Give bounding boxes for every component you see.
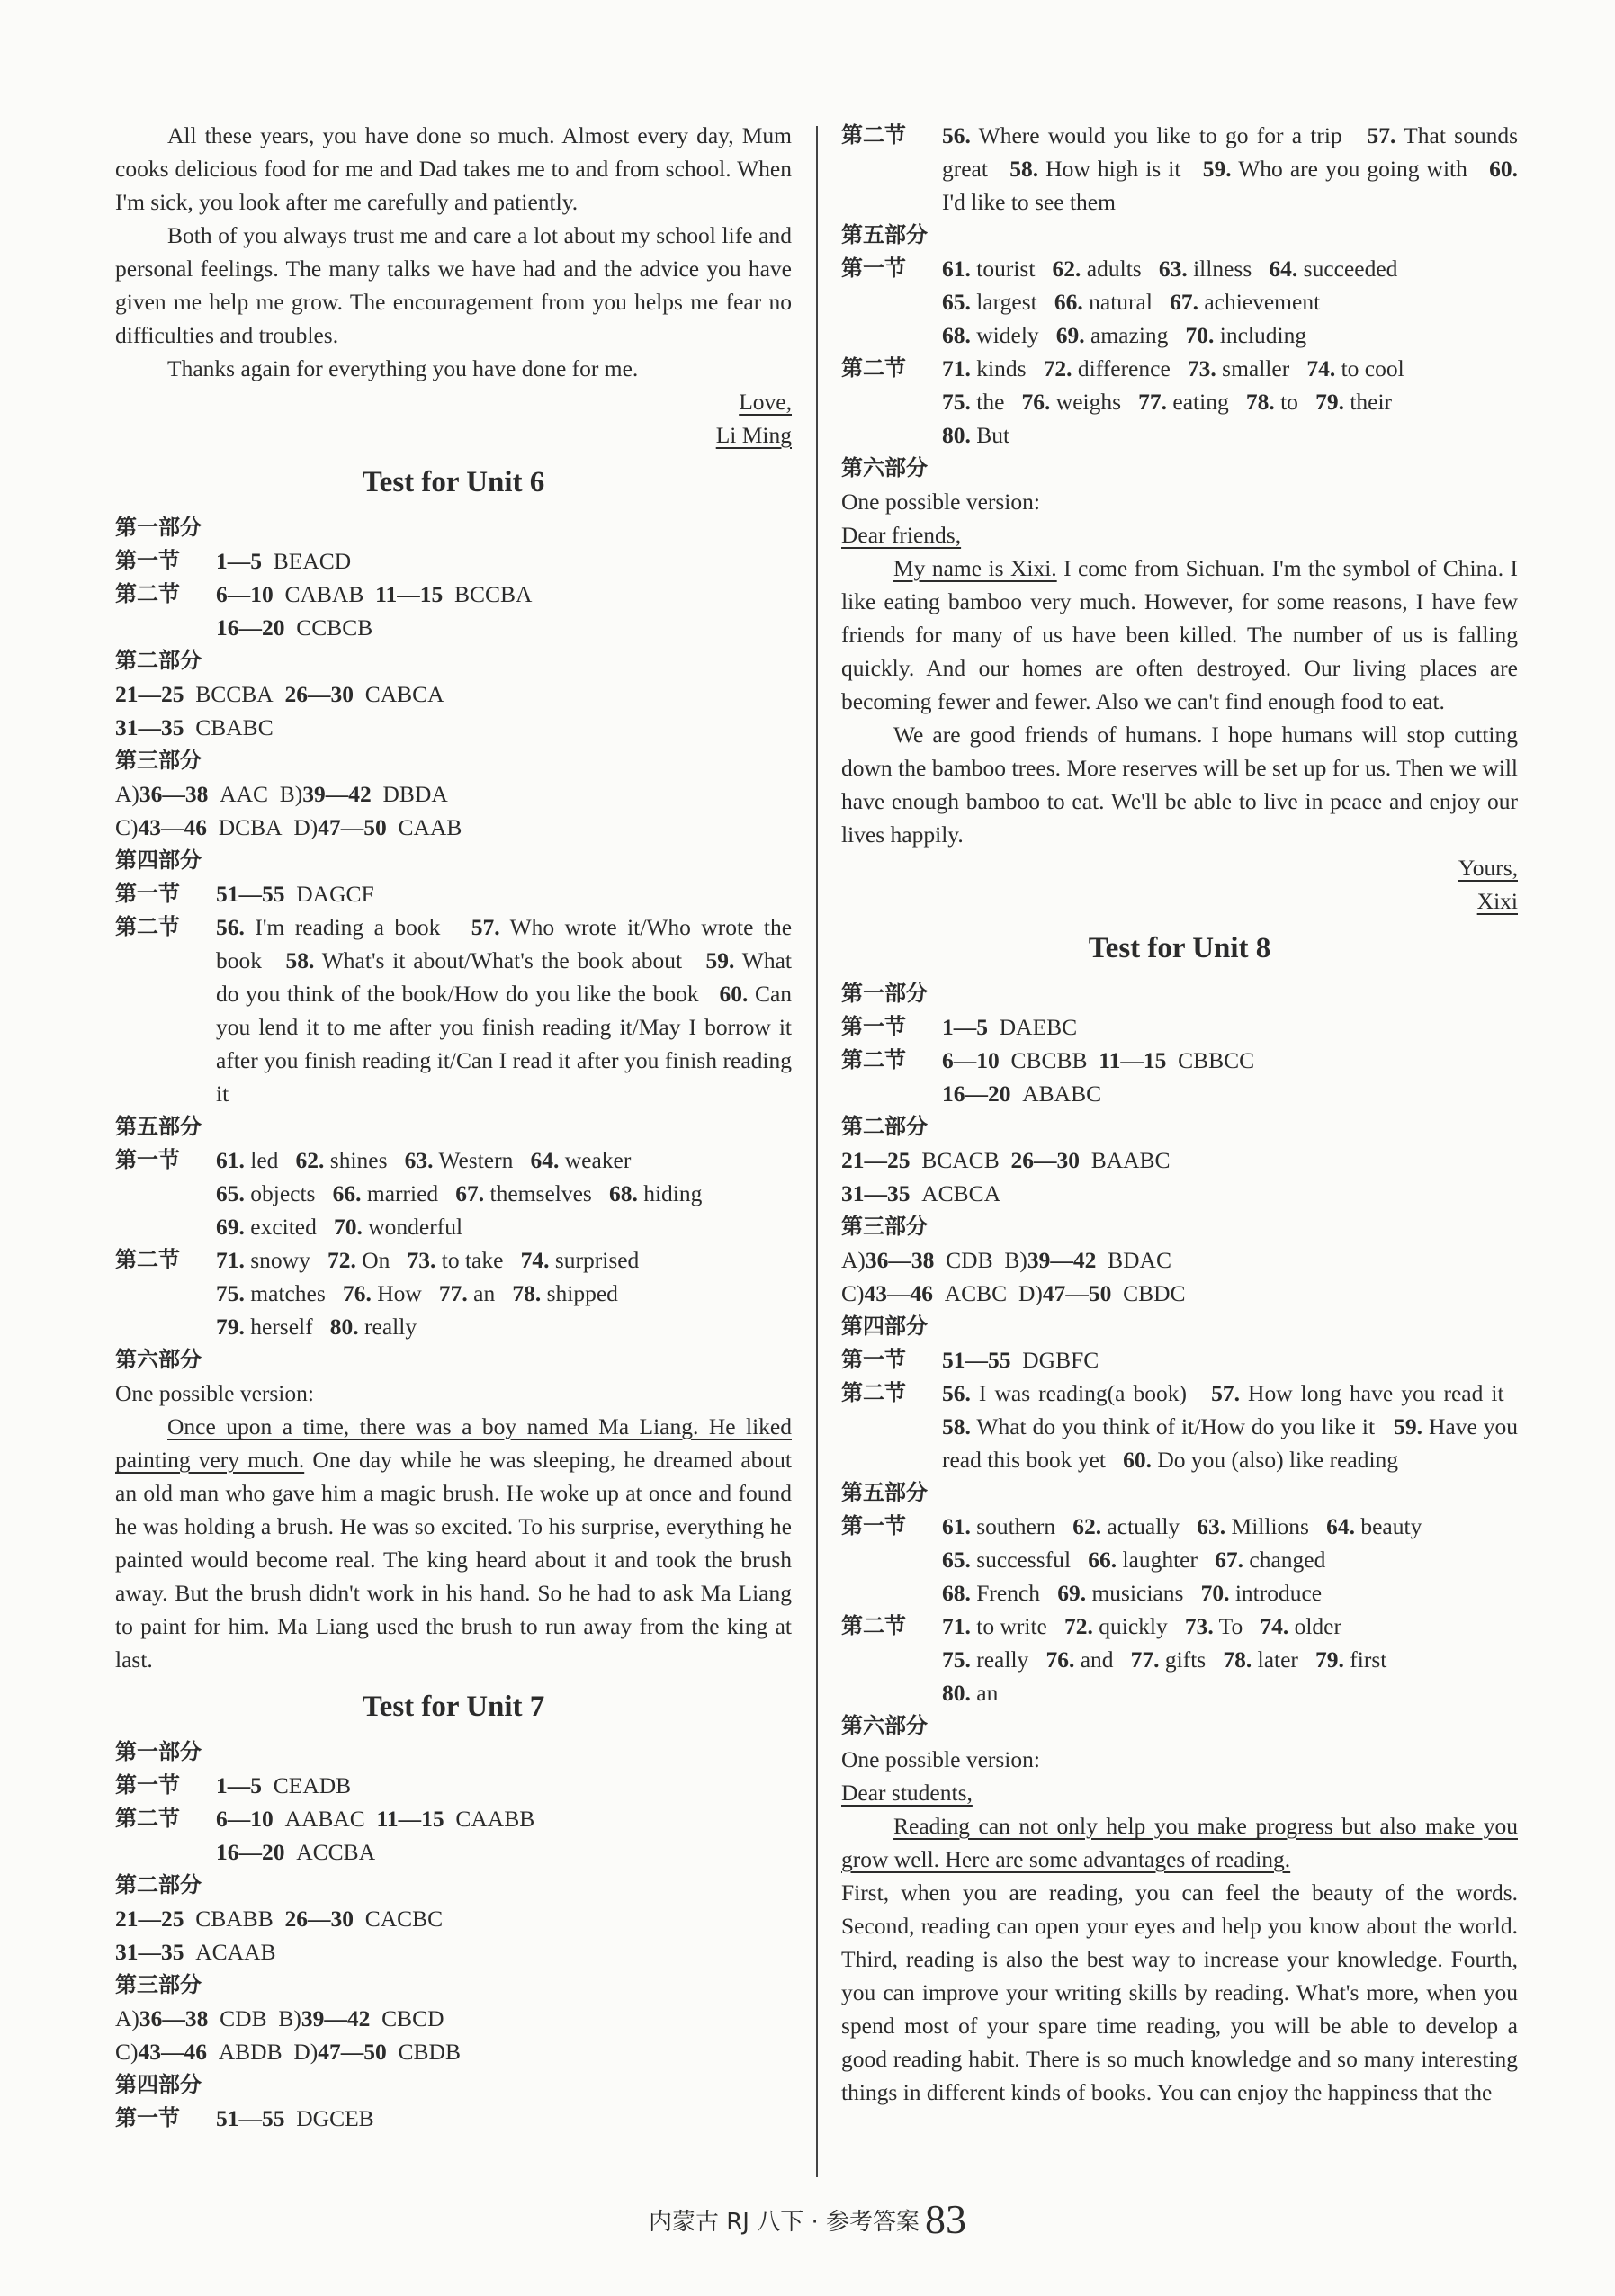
- column-divider: [816, 126, 818, 2177]
- unit7-continued: 第二节 56. Where would you like to go for a trip 57. That sounds great 58. How high is it 59. Who are you going with 60. I'd like to see them 第五部分 第一节 61. tourist 62. adults 63. illness 64. succeeded 65. largest 66. natural 67. achievement 68. widely 69. amazing 70. including 第二节 71. kinds 72. difference 73. smaller 74. to cool 75. the 76. weighs 77. eating 78. to 79. their 80. But 第六部分 One possible version: Dear friends, My name is Xixi. I come from Sichuan. I'm the symbol of China. I like eating bamboo very much. However, for some reasons, I have few friends for many of us have been killed. The number of us is falling quickly. And our homes are often destroyed. Our living places are becoming fewer and fewer. Also we can't find enough food to eat. We are good friends of humans. I hope humans will stop cutting down the bamboo trees. More reserves will be set up for us. Then we will have enough bamboo to eat. We'll be able to live in peace and enjoy our lives happily. Yours, Xixi: [841, 119, 1518, 918]
- letter-greeting: Dear friends,: [841, 522, 962, 548]
- section-label: 第二节: [115, 1247, 180, 1272]
- part-heading: 第四部分: [841, 1314, 928, 1339]
- section-label: 第一节: [841, 1014, 906, 1039]
- letter-signature: Li Ming: [715, 422, 792, 448]
- letter-greeting: Dear students,: [841, 1780, 973, 1806]
- model-essay: We are good friends of humans. I hope humans will stop cutting down the bamboo trees. More reserves will be set up for us. Then we will have enough bamboo to eat. We'll be able to live in peace and enjoy our lives happily.: [841, 722, 1518, 848]
- part-heading: 第三部分: [115, 1972, 202, 1997]
- section-label: 第一节: [841, 256, 906, 281]
- part-heading: 第四部分: [115, 2072, 202, 2097]
- letter-ending: [115, 119, 792, 452]
- part-heading: 第一部分: [115, 515, 202, 540]
- part-heading: 第三部分: [841, 1214, 928, 1239]
- letter-paragraph: Thanks again for everything you have done for me.: [167, 355, 639, 381]
- part-heading: 第五部分: [841, 1480, 928, 1505]
- page-footer: [0, 2195, 1615, 2243]
- model-essay: Once upon a time, there was a boy named Ma Liang. He liked painting very much. One day while he was sleeping, he dreamed about an old man who gave him a magic brush. He woke up at once and found he was holding a brush. He was so excited. To his surprise, everything he painted would become real. The king heard about it and took the brush away. But the brush didn't work in his hand. So he had to ask Ma Liang to paint for him. Ma Liang used the brush to run away from the king at last.: [115, 1413, 792, 1673]
- model-essay: First, when you are reading, you can feel the beauty of the words. Second, reading can open your eyes and help you know about the world. Third, reading is also the best way to increase your knowledge. Fourth, you can improve your writing skills by reading. What's more, when you spend most of your spare time reading, you will be able to develop a good reading habit. There is so much knowledge and so many interesting things in different kinds of books. You can enjoy the happiness that the: [841, 1879, 1518, 2105]
- section-label: 第二节: [841, 1613, 906, 1638]
- version-label: One possible version:: [841, 489, 1040, 515]
- unit8-section: Test for Unit 8 第一部分 第一节 1—5 DAEBC 第二节 6—10 CBCBB 11—15 CBBCC 16—20 ABABC 第二部分 21—25 BCACB 26—30 BAABC 31—35 ACBCA 第三部分 A)36—38 CDB B)39—42 BDAC C)43—46 ACBC D)47—50 CBDC 第四部分 第一节 51—55 DGBFC 第二节 56. I was reading(a book) 57. How long have you read it 58. What do you think of it/How do you like it 59. Have you read this book yet 60. Do you (also) like reading 第五部分 第一节 61. southern 62. actually 63. Millions 64. beauty 65. successful 66. laughter 67. changed 68. French 69. musicians 70. introduce 第二节 71. to write 72. quickly 73. To 74. older 75. really 76. and 77. gifts 78. later 79. first 80. an 第六部分 One possible version: Dear students, Reading can not only help you make progress but also make you grow well. Here are some advantages of reading. First, when you are reading, you can feel the beauty of the words. Second, reading can open your eyes and help you know about the world. Third, reading is also the best way to increase your knowledge. Fourth, you can improve your writing skills by reading. What's more, when you spend most of your spare time reading, you will be able to develop a good reading habit. There is so much knowledge and so many interesting things in different kinds of books. You can enjoy the happiness that the: [841, 928, 1518, 2109]
- unit6-section: Test for Unit 6 第一部分 第一节 1—5 BEACD 第二节 6—10 CABAB 11—15 BCCBA 16—20 CCBCB 第二部分 21—25 BCCBA 26—30 CABCA 31—35 CBABC 第三部分 A)36—38 AAC B)39—42 DBDA C)43—46 DCBA D)47—50 CAAB 第四部分 第一节 51—55 DAGCF 第二节 56. I'm reading a book 57. Who wrote it/Who wrote the book 58. What's it about/What's the book about 59. What do you think of the book/How do you like the book 60. Can you lend it to me after you finish reading it/May I borrow it after you finish reading it/Can I read it after you finish reading it 第五部分 第一节 61. led 62. shines 63. Western 64. weaker 65. objects 66. married 67. themselves 68. hiding 69. excited 70. wonderful 第二节 71. snowy 72. On 73. to take 74. surprised 75. matches 76. How 77. an 78. shipped 79. herself 80. really 第六部分 One possible version: Once upon a time, there was a boy named Ma Liang. He liked painting very much. One day while he was sleeping, he dreamed about an old man who gave him a magic brush. He woke up at once and found he was holding a brush. He was so excited. To his surprise, everything he painted would become real. The king heard about it and took the brush away. But the brush didn't work in his hand. So he had to ask Ma Liang to paint for him. Ma Liang used the brush to run away from the king at last.: [115, 462, 792, 1676]
- section-label: 第二节: [841, 355, 906, 381]
- section-label: 第二节: [841, 1047, 906, 1072]
- letter-closing: Yours,: [1458, 855, 1518, 881]
- section-label: 第一节: [115, 2105, 180, 2130]
- section-label: 第一节: [115, 1147, 180, 1172]
- model-essay: My name is Xixi. I come from Sichuan. I'm the symbol of China. I like eating bamboo very much. However, for some reasons, I have few friends for many of us have been killed. The number of us is falling quickly. And our homes are often destroyed. Our living places are becoming fewer and fewer. Also we can't find enough food to eat.: [841, 555, 1518, 714]
- left-column: [115, 119, 792, 2135]
- section-label: 第一节: [115, 1772, 180, 1798]
- section-label: 第一节: [841, 1513, 906, 1538]
- section-label: 第二节: [115, 1806, 180, 1831]
- section-label: 第一节: [115, 548, 180, 573]
- version-label: One possible version:: [115, 1380, 314, 1406]
- part-heading: 第三部分: [115, 748, 202, 773]
- letter-closing: Love,: [739, 389, 792, 415]
- part-heading: 第六部分: [841, 455, 928, 480]
- letter-signature: Xixi: [1476, 888, 1518, 914]
- section-label: 第一节: [115, 881, 180, 906]
- unit-title: Test for Unit 7: [362, 1691, 545, 1723]
- part-heading: 第一部分: [841, 981, 928, 1006]
- section-label: 第二节: [841, 122, 906, 148]
- unit-title: Test for Unit 6: [362, 466, 545, 498]
- unit-title: Test for Unit 8: [1088, 932, 1271, 964]
- part-heading: 第五部分: [841, 222, 928, 247]
- part-heading: 第五部分: [115, 1114, 202, 1139]
- part-heading: 第六部分: [841, 1713, 928, 1738]
- model-essay: Reading can not only help you make progress but also make you grow well. Here are some advantages of reading.: [841, 1813, 1518, 1872]
- part-heading: 第二部分: [841, 1114, 928, 1139]
- part-heading: 第六部分: [115, 1347, 202, 1372]
- section-label: 第二节: [115, 914, 180, 939]
- footer-label: 内蒙古 RJ 八下 · 参考答案: [648, 2209, 920, 2236]
- unit7-section: Test for Unit 7 第一部分 第一节 1—5 CEADB 第二节 6—10 AABAC 11—15 CAABB 16—20 ACCBA 第二部分 21—25 CBABB 26—30 CACBC 31—35 ACAAB 第三部分 A)36—38 CDB B)39—42 CBCD C)43—46 ABDB D)47—50 CBDB 第四部分 第一节 51—55 DGCEB: [115, 1687, 792, 2135]
- right-column: [841, 119, 1518, 2109]
- letter-paragraph: Both of you always trust me and care a lot about my school life and personal feelings. The many talks we have had and the advice you have given me help me grow. The encouragement from you helps me fear no difficulties and troubles.: [115, 222, 792, 348]
- letter-paragraph: All these years, you have done so much. Almost every day, Mum cooks delicious food for me and Dad takes me to and from school. When I'm sick, you look after me carefully and patiently.: [115, 122, 792, 215]
- part-heading: 第二部分: [115, 648, 202, 673]
- section-label: 第一节: [841, 1347, 906, 1372]
- page-number: 83: [925, 2196, 967, 2242]
- section-label: 第二节: [841, 1380, 906, 1405]
- part-heading: 第四部分: [115, 848, 202, 873]
- section-label: 第二节: [115, 581, 180, 606]
- version-label: One possible version:: [841, 1746, 1040, 1772]
- part-heading: 第一部分: [115, 1739, 202, 1764]
- part-heading: 第二部分: [115, 1872, 202, 1897]
